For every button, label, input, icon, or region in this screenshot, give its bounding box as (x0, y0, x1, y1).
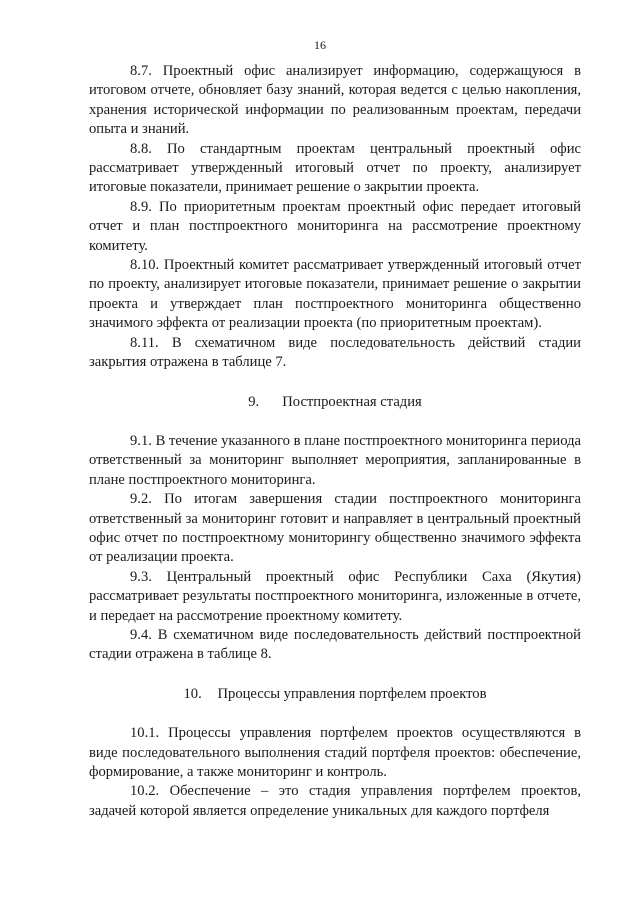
paragraph-9-2: 9.2. По итогам завершения стадии постпроектного мониторинга ответственный за мониторинг готовит и направляет в центральный проектный офис отчет по постпроектному мониторингу общественно значимого эффекта от реализации проекта. (89, 491, 581, 566)
paragraph-8-11: 8.11. В схематичном виде последовательность действий стадии закрытия отражена в таблице 7. (89, 334, 581, 371)
section-9-number: 9. (248, 393, 260, 410)
document-body (89, 62, 581, 821)
paragraph-8-8: 8.8. По стандартным проектам центральный проектный офис рассматривает утвержденный итоговый отчет по проекту, анализирует итоговые показатели, принимает решение о закрытии проекта. (89, 140, 581, 196)
paragraph-9-3: 9.3. Центральный проектный офис Республики Саха (Якутия) рассматривает результаты постпроектного мониторинга, изложенные в отчете, и передает на рассмотрение проектному комитету. (89, 568, 581, 624)
paragraph-9-1: 9.1. В течение указанного в плане постпроектного мониторинга периода ответственный за мониторинг выполняет мероприятия, запланированные в плане постпроектного мониторинга. (89, 432, 581, 488)
section-9-heading (89, 373, 581, 432)
section-10-title: Процессы управления портфелем проектов (217, 685, 487, 702)
section-9-title: Постпроектная стадия (282, 393, 422, 410)
paragraph-10-1: 10.1. Процессы управления портфелем проектов осуществляются в виде последовательного выполнения стадий портфеля проектов: обеспечение, формирование, а также мониторинг и контроль. (89, 725, 581, 780)
paragraph-10-2: 10.2. Обеспечение – это стадия управления портфелем проектов, задачей которой является определение уникальных для каждого портфеля (89, 783, 581, 819)
section-10-heading (89, 665, 581, 724)
page-number: 16 (314, 38, 326, 52)
paragraph-8-10: 8.10. Проектный комитет рассматривает утвержденный итоговый отчет по проекту, анализирует итоговые показатели, принимает решение о закрытии проекта и утверждает план постпроектного мониторинга общественно значимого эффекта от реализации проекта (по приоритетным проектам). (89, 257, 581, 332)
paragraph-9-4: 9.4. В схематичном виде последовательность действий постпроектной стадии отражена в таблице 8. (89, 626, 581, 663)
paragraph-8-7: 8.7. Проектный офис анализирует информацию, содержащуюся в итоговом отчете, обновляет базу знаний, которая ведется с целью накопления, хранения исторической информации по реализованным проектам, передачи опыта и знаний. (89, 63, 581, 138)
section-10-number: 10. (183, 685, 202, 702)
paragraph-8-9: 8.9. По приоритетным проектам проектный офис передает итоговый отчет и план постпроектного мониторинга на рассмотрение проектному комитету. (89, 198, 581, 254)
